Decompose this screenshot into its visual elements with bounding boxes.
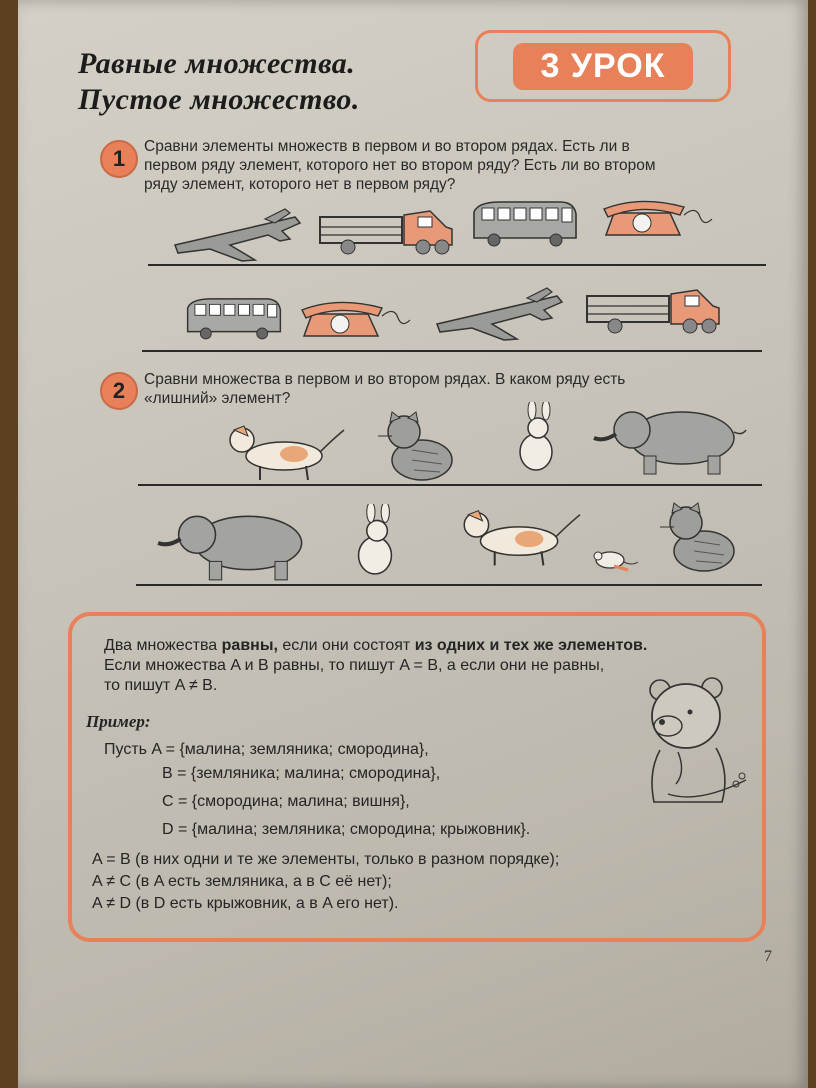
truck-icon <box>318 205 458 257</box>
rule-text: если они состоят <box>277 637 415 654</box>
cat-icon <box>660 500 740 574</box>
airplane-icon <box>170 205 305 265</box>
lesson-title <box>78 46 360 118</box>
elephant-icon <box>154 506 316 582</box>
telephone-icon <box>298 296 416 346</box>
task-1-line-1: Сравни элементы множеств в первом и во втором рядах. Есть ли в <box>144 138 630 155</box>
elephant-icon <box>590 402 748 476</box>
airplane-icon <box>432 284 567 344</box>
task-2-number: 2 <box>100 372 138 410</box>
title-line-2: Пустое множество. <box>78 83 360 116</box>
conclusion-2: A ≠ C (в A есть земляника, а в C её нет); <box>92 873 392 890</box>
rule-bold-equal: равны, <box>221 637 278 654</box>
truck-icon <box>585 284 725 336</box>
lesson-badge <box>475 30 731 102</box>
task-2-line-2: «лишний» элемент? <box>144 390 291 407</box>
rule-bold-elements: из одних и тех же элементов. <box>414 637 648 654</box>
set-b: B = {земляника; малина; смородина}, <box>162 765 441 782</box>
rule-text: Два множества <box>104 637 222 654</box>
conclusion-1: A = B (в них одни и те же элементы, только в разном порядке); <box>92 851 560 868</box>
example-label: Пример: <box>86 712 151 731</box>
title-line-1: Равные множества. <box>78 47 356 80</box>
bus-icon <box>184 294 284 342</box>
task-1-line-2: первом ряду элемент, которого нет во втором ряду? Есть ли во втором <box>144 157 656 174</box>
task-2-line-1: Сравни множества в первом и во втором рядах. В каком ряду есть <box>144 371 626 388</box>
page-number: 7 <box>764 948 772 965</box>
bus-icon <box>470 198 580 248</box>
task-2-row-2-line <box>136 584 762 586</box>
task-1-row-2-line <box>142 350 762 352</box>
rule-definition-line-1 <box>104 636 647 656</box>
rule-definition-line-3: то пишут A ≠ B. <box>104 677 218 694</box>
dog-icon <box>214 420 346 482</box>
set-a: Пусть A = {малина; земляника; смородина}, <box>104 741 429 758</box>
lesson-label: 3 УРОК <box>513 43 694 90</box>
rabbit-icon <box>346 504 404 578</box>
task-1-line-3: ряду элемент, которого нет в первом ряду? <box>144 176 456 193</box>
set-c: C = {смородина; малина; вишня}, <box>162 793 410 810</box>
task-1-number: 1 <box>100 140 138 178</box>
rule-definition-line-2: Если множества A и B равны, то пишут A = B, а если они не равны, <box>104 657 605 674</box>
cat-icon <box>378 410 458 482</box>
rabbit-icon <box>508 402 564 474</box>
conclusion-3: A ≠ D (в D есть крыжовник, а в A его нет). <box>92 895 399 912</box>
task-1-text <box>144 137 656 194</box>
task-2-row-1-line <box>138 484 762 486</box>
set-d: D = {малина; земляника; смородина; крыжовник}. <box>162 821 531 838</box>
telephone-icon <box>600 195 718 245</box>
dog-icon <box>448 504 582 568</box>
task-1-row-1-line <box>148 264 766 266</box>
bear-icon <box>638 672 758 820</box>
mouse-icon <box>588 544 640 572</box>
